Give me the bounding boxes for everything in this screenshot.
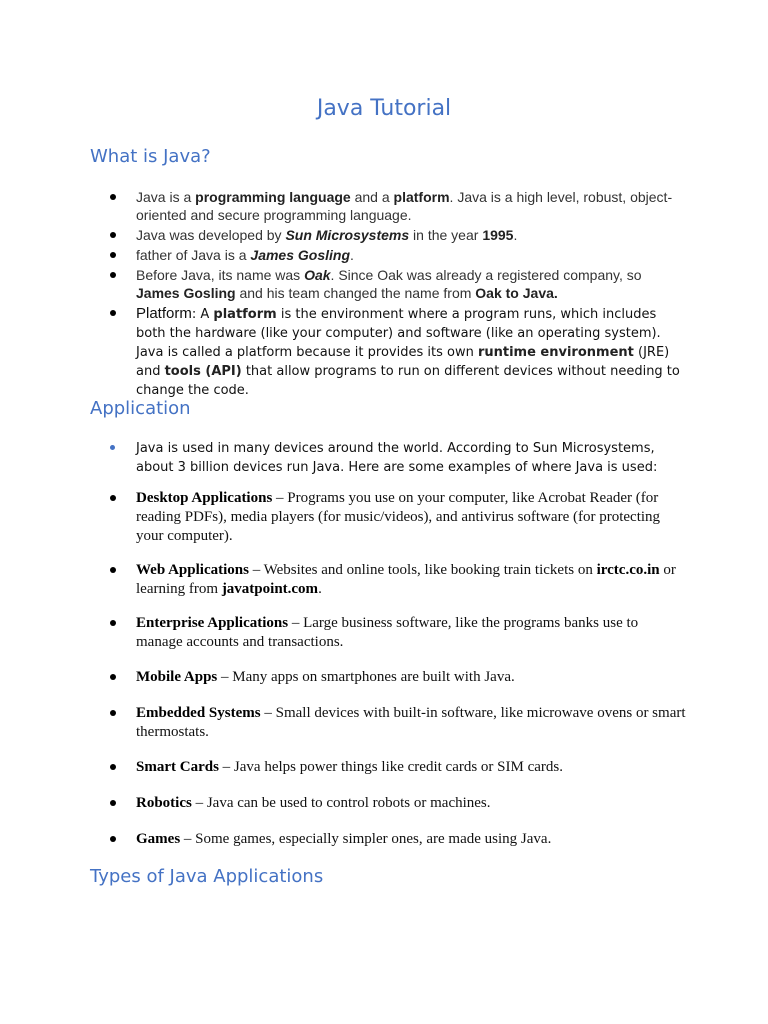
section-heading-what-is-java: What is Java? [90, 146, 211, 167]
list-item-text: Enterprise Applications – Large business software, like the programs banks use to manage accounts and transactions. [136, 615, 639, 650]
bullet-icon [110, 272, 116, 278]
list-item-text: Platform: A platform is the environment where a program runs, which includes both the hardware (like your computer) and software (like an operating system). Java is called a platform because it provides its own runtime environment (JRE) and tools (API) that allow programs to run on different devices without needing to change the code. [136, 305, 680, 398]
bullet-icon [110, 194, 116, 200]
bullet-icon [110, 710, 116, 716]
list-item-text: Java is a programming language and a platform. Java is a high level, robust, object-oriented and secure programming language. [136, 189, 673, 223]
bullet-icon [110, 445, 115, 450]
list-item-text: Embedded Systems – Small devices with built-in software, like microwave ovens or smart thermostats. [136, 705, 686, 740]
bullet-icon [110, 620, 116, 626]
list-item-text: Java was developed by Sun Microsystems in the year 1995. [136, 227, 518, 243]
application-intro: Java is used in many devices around the world. According to Sun Microsystems, about 3 billion devices run Java. Here are some examples of where Java is used: [136, 441, 658, 475]
list-item-text: Games – Some games, especially simpler ones, are made using Java. [136, 831, 552, 847]
page-title: Java Tutorial [316, 96, 452, 121]
bullet-icon [110, 252, 116, 258]
list-item-text: Before Java, its name was Oak. Since Oak was already a registered company, so James Gosling and his team changed the name from Oak to Java. [136, 267, 642, 301]
list-item-text: Desktop Applications – Programs you use on your computer, like Acrobat Reader (for reading PDFs), media players (for music/videos), and antivirus software (for protecting your computer). [136, 490, 661, 544]
section-heading-application: Application [90, 398, 191, 419]
list-item-text: Robotics – Java can be used to control robots or machines. [136, 795, 491, 811]
list-item-text: Web Applications – Websites and online tools, like booking train tickets on irctc.co.in or learning from javatpoint.com. [136, 562, 676, 597]
bullet-icon [110, 567, 116, 573]
bullet-icon [110, 310, 116, 316]
bullet-icon [110, 232, 116, 238]
bullet-icon [110, 800, 116, 806]
list-item-text: Mobile Apps – Many apps on smartphones are built with Java. [136, 669, 515, 685]
bullet-icon [110, 674, 116, 680]
bullet-icon [110, 764, 116, 770]
section-heading-types: Types of Java Applications [90, 866, 324, 887]
list-item-text: father of Java is a James Gosling. [136, 247, 354, 263]
list-item-text: Smart Cards – Java helps power things like credit cards or SIM cards. [136, 759, 563, 775]
bullet-icon [110, 495, 116, 501]
bullet-icon [110, 836, 116, 842]
